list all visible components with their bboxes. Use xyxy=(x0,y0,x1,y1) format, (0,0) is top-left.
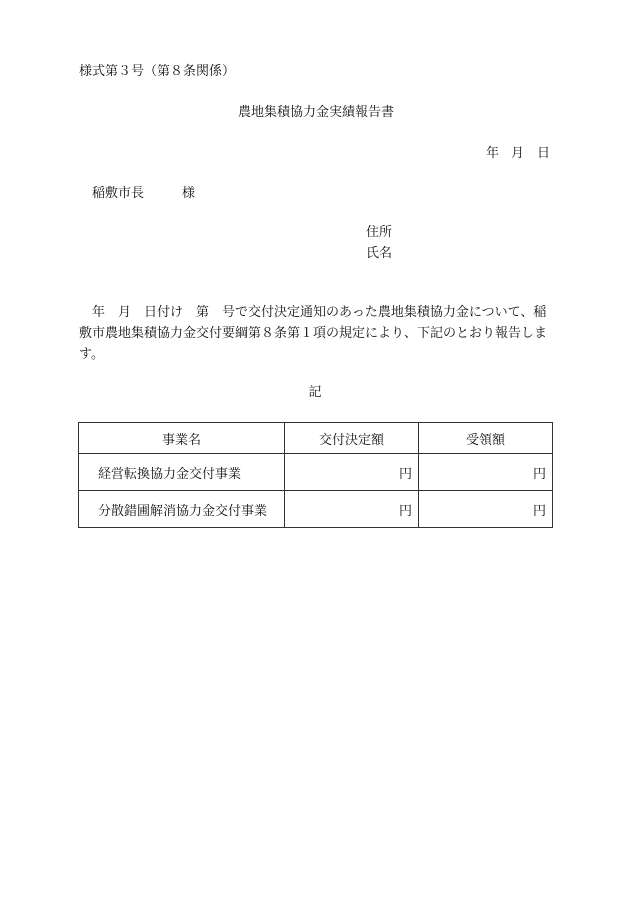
table-row xyxy=(79,454,553,491)
header-project: 事業名 xyxy=(79,423,285,454)
date-line xyxy=(486,147,550,160)
body-text: 年 月 日付け 第 号で交付決定通知のあった農地集積協力金について、稲敷市農地集積協力金交付要綱第８条第１項の規定により、下記のとおり報告します。 xyxy=(79,305,548,362)
recipient xyxy=(92,187,195,200)
decided-amount: 円 xyxy=(285,454,419,491)
decided-amount: 円 xyxy=(285,491,419,528)
date-day: 日 xyxy=(537,146,551,161)
header-decided-amount: 交付決定額 xyxy=(285,423,419,454)
received-amount: 円 xyxy=(419,454,553,491)
name-label: 氏名 xyxy=(366,246,393,261)
report-table xyxy=(78,422,553,528)
project-name: 経営転換協力金交付事業 xyxy=(79,454,285,491)
recipient-honorific: 様 xyxy=(182,186,196,201)
date-month: 月 xyxy=(511,146,525,161)
document-title: 農地集積協力金実績報告書 xyxy=(237,105,394,120)
recipient-name: 稲敷市長 xyxy=(92,186,145,201)
received-amount: 円 xyxy=(419,491,553,528)
address-label: 住所 xyxy=(366,225,393,240)
header-received-amount: 受領額 xyxy=(419,423,553,454)
table-header-row xyxy=(79,423,553,454)
form-number: 様式第３号（第８条関係） xyxy=(79,64,236,79)
project-name: 分散錯圃解消協力金交付事業 xyxy=(79,491,285,528)
table-row xyxy=(79,491,553,528)
date-year: 年 xyxy=(486,146,500,161)
ki-heading: 記 xyxy=(308,385,322,400)
